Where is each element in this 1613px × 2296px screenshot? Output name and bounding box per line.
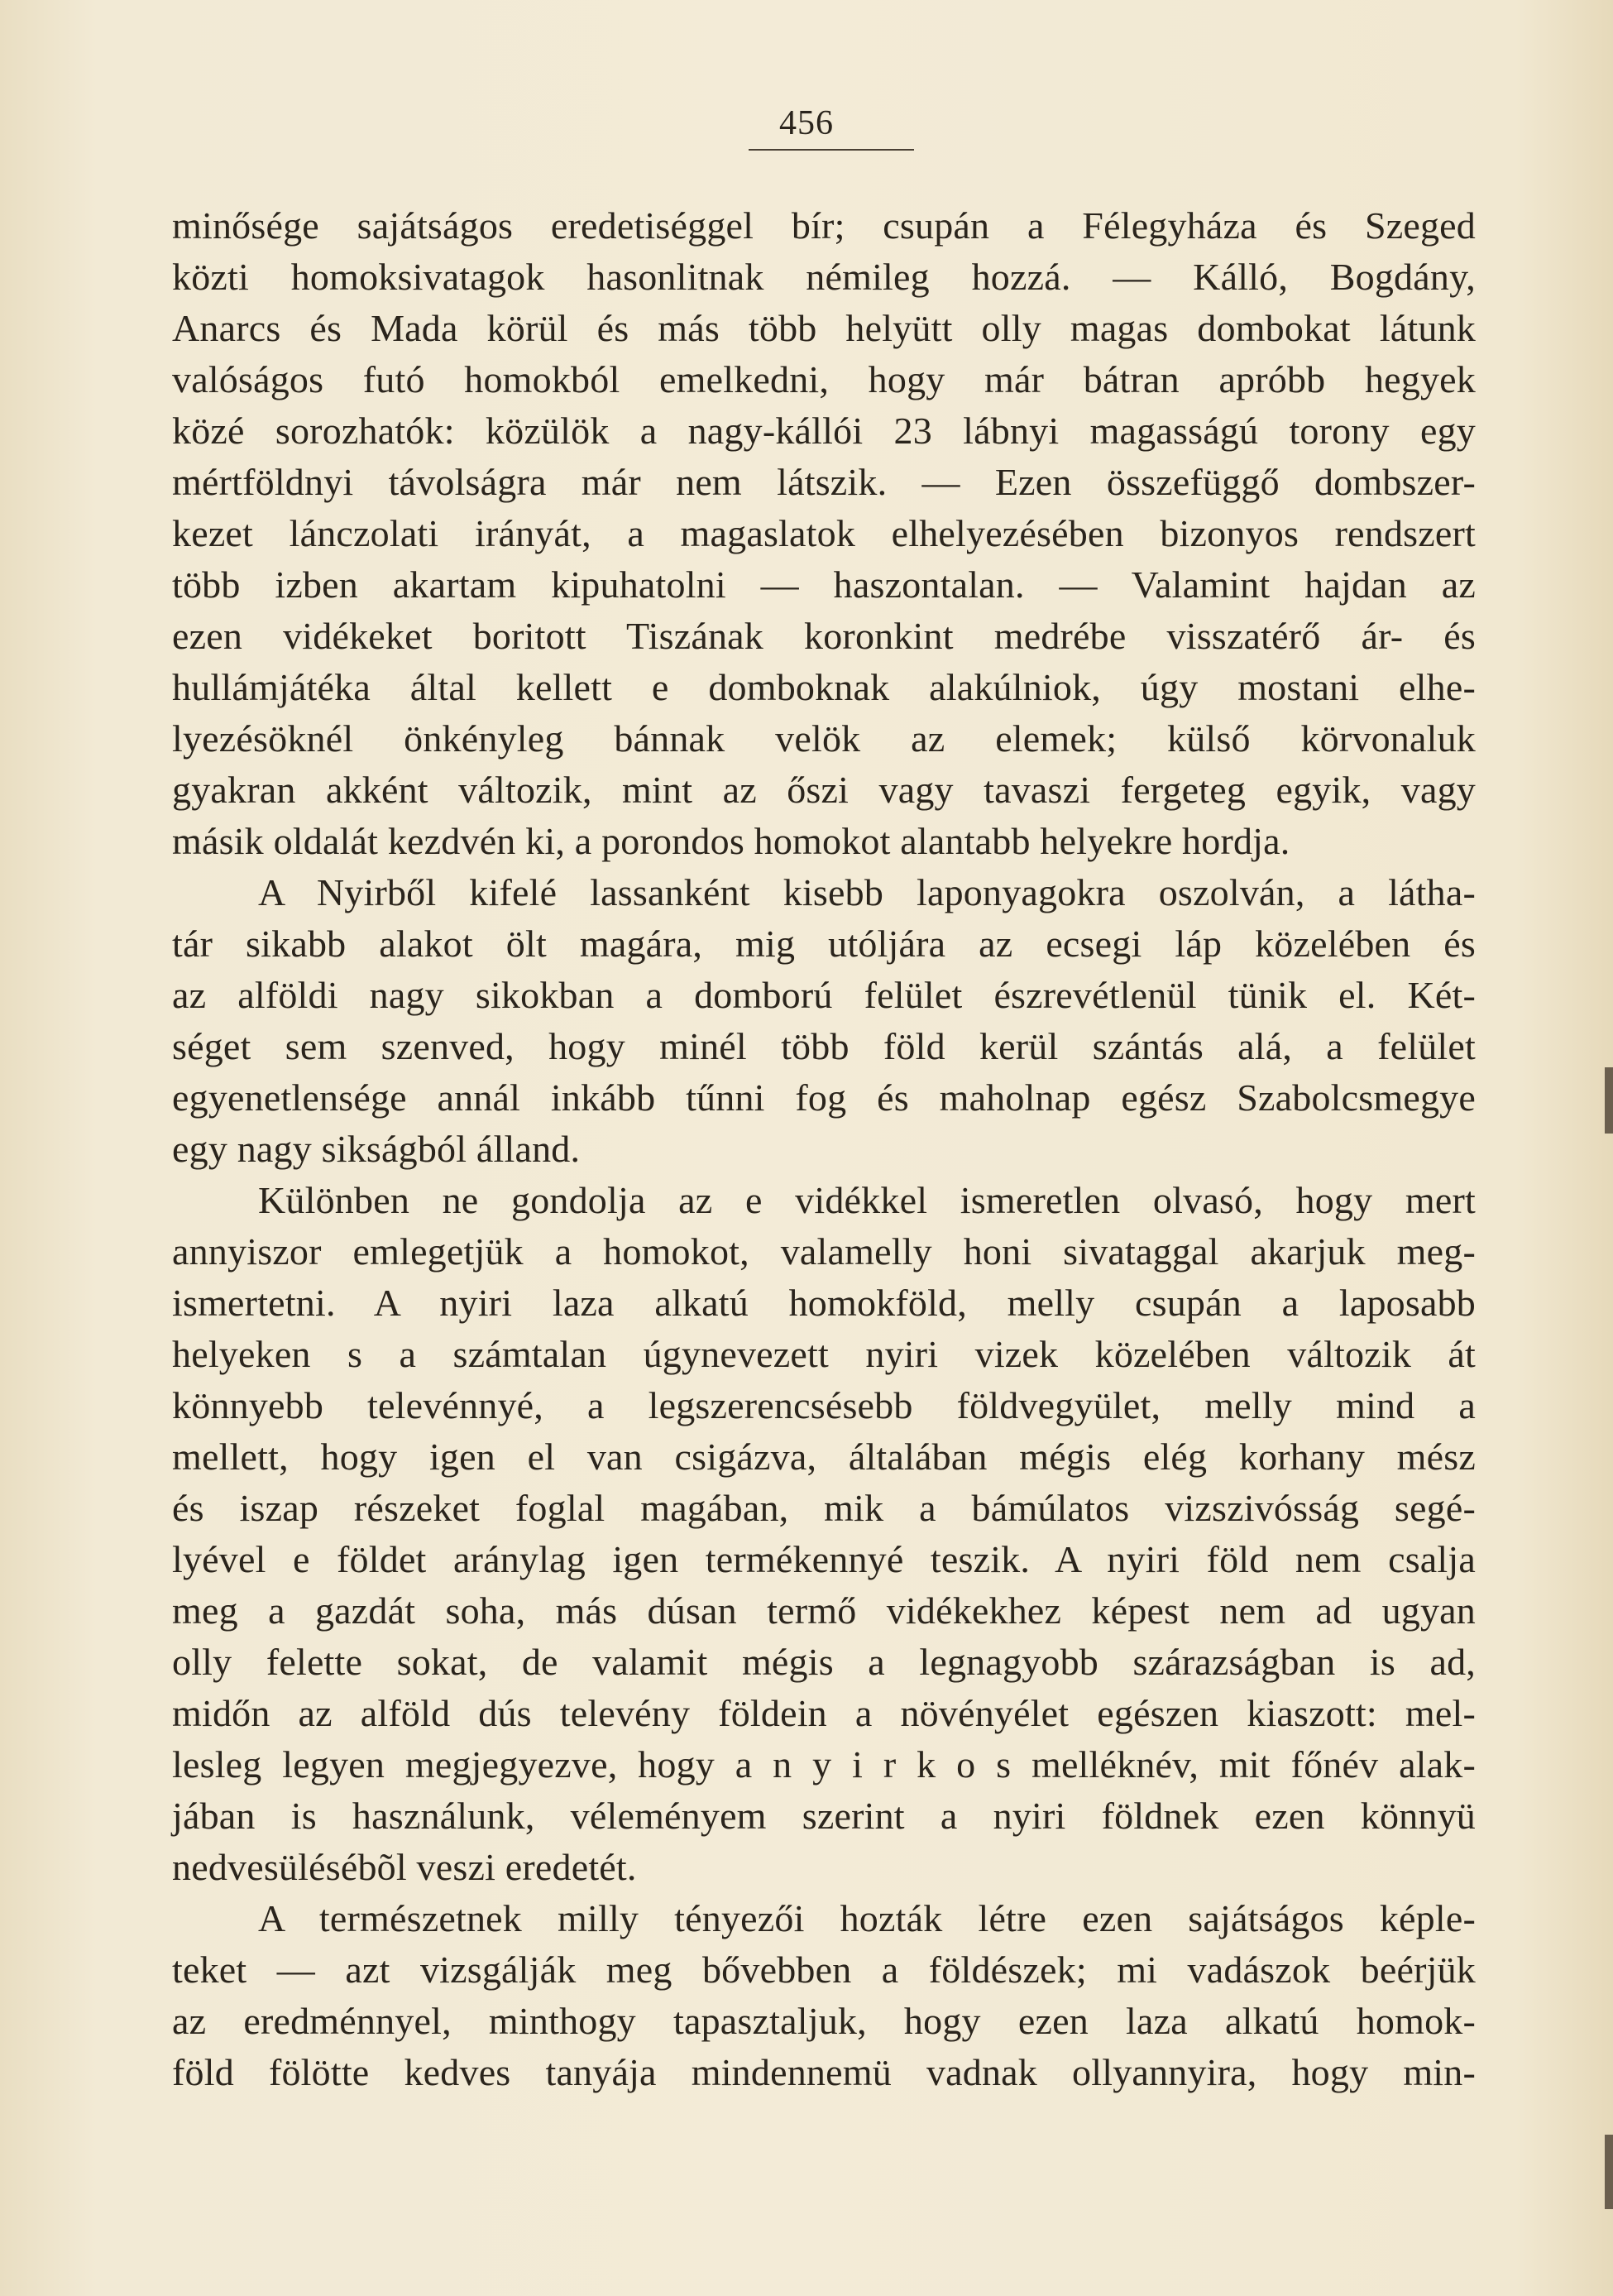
text-line: közé sorozhatók: közülök a nagy-kállói 23 lábnyi magasságú torony egy [172,410,1476,452]
text-line: lesleg legyen megjegyezve, hogy a n y i r k o s melléknév, mit főnév alak- [172,1743,1476,1786]
text-line: annyiszor emlegetjük a homokot, valamelly honi sivataggal akarjuk meg- [172,1230,1476,1273]
text-line: Anarcs és Mada körül és más több helyütt olly magas dombokat látunk [172,307,1476,349]
text-line: tár sikabb alakot ölt magára, mig utóljára az ecsegi láp közelében és [172,923,1476,965]
text-line: ismertetni. A nyiri laza alkatú homokföld, melly csupán a laposabb [172,1282,1476,1324]
text-line: midőn az alföld dús televény földein a növényélet egészen kiaszott: mel- [172,1692,1476,1734]
text-line: és iszap részeket foglal magában, mik a bámúlatos vizszivósság segé- [172,1487,1476,1529]
text-line: mértföldnyi távolságra már nem látszik. — Ezen összefüggő dombszer- [172,461,1476,503]
text-line: másik oldalát kezdvén ki, a porondos homokot alantabb helyekre hordja. [172,820,1290,862]
page-edge-mark [1605,2135,1613,2209]
text-line: minősége sajátságos eredetiséggel bír; csupán a Félegyháza és Szeged [172,204,1476,247]
page-number: 456 [779,104,834,142]
text-line: mellett, hogy igen el van csigázva, általában mégis elég korhany mész [172,1436,1476,1478]
text-line: nedvesülésébõl veszi eredetét. [172,1846,637,1888]
text-line: ezen vidékeket boritott Tiszának koronkint medrébe visszatérő ár- és [172,615,1476,657]
text-line: helyeken s a számtalan úgynevezett nyiri vizek közelében változik át [172,1333,1476,1375]
text-line: A Nyirből kifelé lassanként kisebb laponyagokra oszolván, a látha- [258,871,1476,913]
text-line: hullámjátéka által kellett e domboknak alakúlniok, úgy mostani elhe- [172,666,1476,708]
text-line: séget sem szenved, hogy minél több föld kerül szántás alá, a felület [172,1025,1476,1067]
text-line: közti homoksivatagok hasonlitnak némileg hozzá. — Kálló, Bogdány, [172,256,1476,298]
header-rule [749,149,914,151]
text-line: A természetnek milly tényezői hozták létre ezen sajátságos képle- [258,1897,1476,1939]
text-line: gyakran akként változik, mint az őszi vagy tavaszi fergeteg egyik, vagy [172,769,1476,811]
text-line: föld fölötte kedves tanyája mindennemü vadnak ollyannyira, hogy min- [172,2051,1476,2093]
text-line: kezet lánczolati irányát, a magaslatok elhelyezésében bizonyos rendszert [172,512,1476,554]
text-line: egyenetlensége annál inkább tűnni fog és maholnap egész Szabolcsmegye [172,1076,1476,1119]
text-line: Különben ne gondolja az e vidékkel ismeretlen olvasó, hogy mert [258,1179,1476,1221]
page-edge-mark [1605,1067,1613,1134]
text-line: az alföldi nagy sikokban a domború felület észrevétlenül tünik el. Két- [172,974,1476,1016]
text-line: jában is használunk, véleményem szerint a nyiri földnek ezen könnyü [172,1795,1476,1837]
text-line: könnyebb televénnyé, a legszerencsésebb földvegyület, melly mind a [172,1384,1476,1426]
text-line: egy nagy sikságból álland. [172,1128,581,1170]
text-line: több izben akartam kipuhatolni — haszontalan. — Valamint hajdan az [172,563,1476,606]
body-text [172,200,1476,2098]
text-line: teket — azt vizsgálják meg bővebben a földészek; mi vadászok beérjük [172,1948,1476,1991]
text-line: valóságos futó homokból emelkedni, hogy már bátran apróbb hegyek [172,358,1476,400]
text-line: meg a gazdát soha, más dúsan termő vidékekhez képest nem ad ugyan [172,1589,1476,1632]
text-line: lyével e földet aránylag igen termékennyé teszik. A nyiri föld nem csalja [172,1538,1476,1580]
text-line: az eredménnyel, minthogy tapasztaljuk, hogy ezen laza alkatú homok- [172,2000,1476,2042]
text-line: olly felette sokat, de valamit mégis a legnagyobb szárazságban is ad, [172,1641,1476,1683]
text-line: lyezésöknél önkényleg bánnak velök az elemek; külső körvonaluk [172,717,1476,760]
